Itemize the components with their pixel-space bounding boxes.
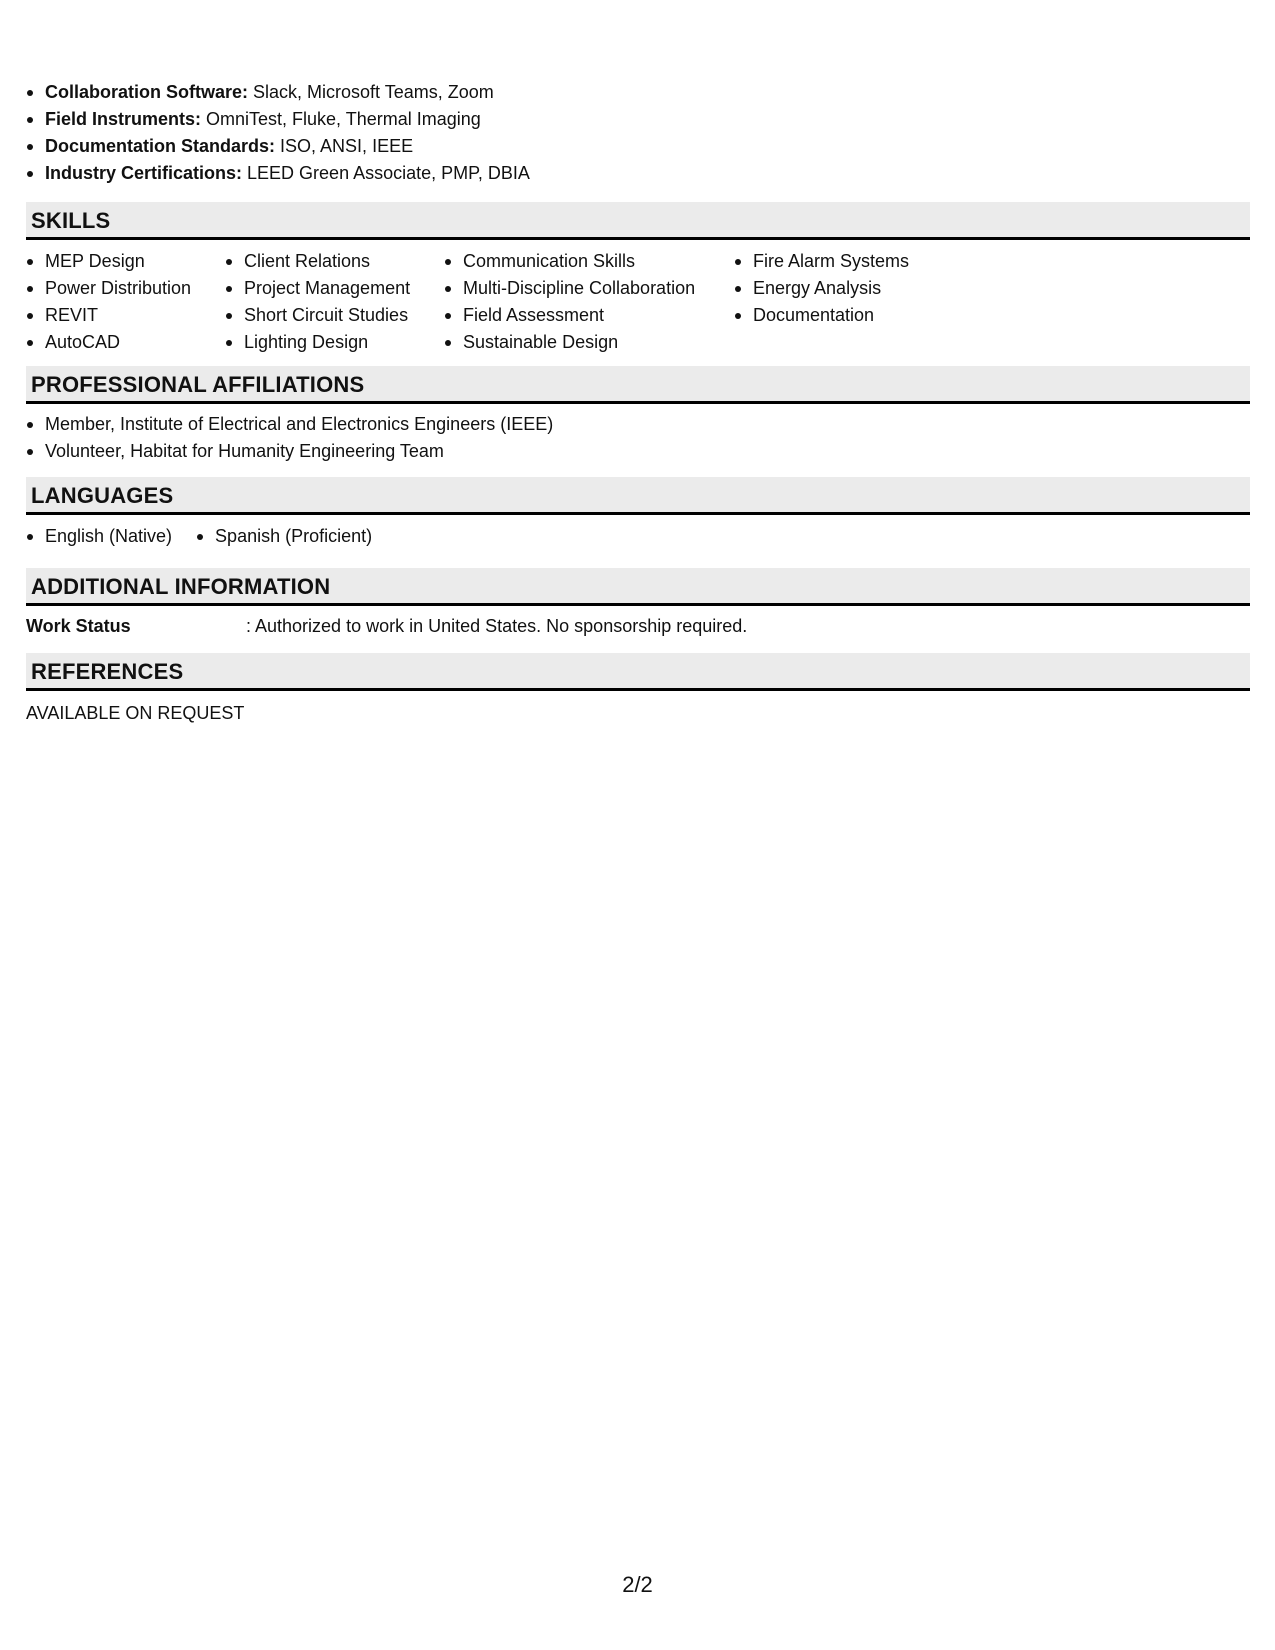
affiliation-item: Volunteer, Habitat for Humanity Engineering Team [26, 438, 1250, 465]
affiliation-item: Member, Institute of Electrical and Electronics Engineers (IEEE) [26, 411, 1250, 438]
skill-item: Project Management [225, 275, 444, 302]
skill-item: REVIT [26, 302, 225, 329]
list-item [26, 106, 1250, 133]
skill-item: Fire Alarm Systems [734, 248, 994, 275]
language-item: Spanish (Proficient) [196, 523, 372, 550]
skill-item: AutoCAD [26, 329, 225, 356]
skill-item: Lighting Design [225, 329, 444, 356]
skills-column [444, 248, 734, 356]
tool-label: Collaboration Software: [45, 82, 249, 102]
skill-item: Documentation [734, 302, 994, 329]
additional-info-section-title: ADDITIONAL INFORMATION [26, 568, 1250, 606]
work-status-label: Work Status [26, 616, 131, 636]
skill-item: Communication Skills [444, 248, 734, 275]
skill-item: Field Assessment [444, 302, 734, 329]
references-section-title: REFERENCES [26, 653, 1250, 691]
list-item [26, 133, 1250, 160]
tool-label: Industry Certifications: [45, 163, 243, 183]
skills-column [26, 248, 225, 356]
language-item: English (Native) [26, 523, 172, 550]
references-text: AVAILABLE ON REQUEST [26, 703, 245, 723]
work-status-value: : Authorized to work in United States. No sponsorship required. [246, 616, 748, 636]
skill-item: Multi-Discipline Collaboration [444, 275, 734, 302]
tool-label: Field Instruments: [45, 109, 202, 129]
page-number: 2/2 [622, 1572, 653, 1597]
affiliations-section-title: PROFESSIONAL AFFILIATIONS [26, 366, 1250, 404]
skill-item: Energy Analysis [734, 275, 994, 302]
tool-label: Documentation Standards: [45, 136, 276, 156]
skills-column [225, 248, 444, 356]
skill-item: Sustainable Design [444, 329, 734, 356]
work-status-row [26, 613, 1250, 639]
languages-section-title: LANGUAGES [26, 477, 1250, 515]
tool-value: Slack, Microsoft Teams, Zoom [248, 82, 494, 102]
list-item [26, 79, 1250, 106]
tool-value: LEED Green Associate, PMP, DBIA [242, 163, 530, 183]
languages-list [26, 523, 1250, 550]
skills-section-title: SKILLS [26, 202, 1250, 240]
tool-value: ISO, ANSI, IEEE [275, 136, 414, 156]
skills-grid [26, 248, 1250, 356]
tools-list [26, 79, 1250, 187]
skills-column [734, 248, 994, 356]
skill-item: Short Circuit Studies [225, 302, 444, 329]
skill-item: Client Relations [225, 248, 444, 275]
list-item [26, 160, 1250, 187]
resume-page [26, 0, 1250, 726]
skill-item: MEP Design [26, 248, 225, 275]
affiliations-list [26, 411, 1250, 465]
tool-value: OmniTest, Fluke, Thermal Imaging [201, 109, 481, 129]
skill-item: Power Distribution [26, 275, 225, 302]
